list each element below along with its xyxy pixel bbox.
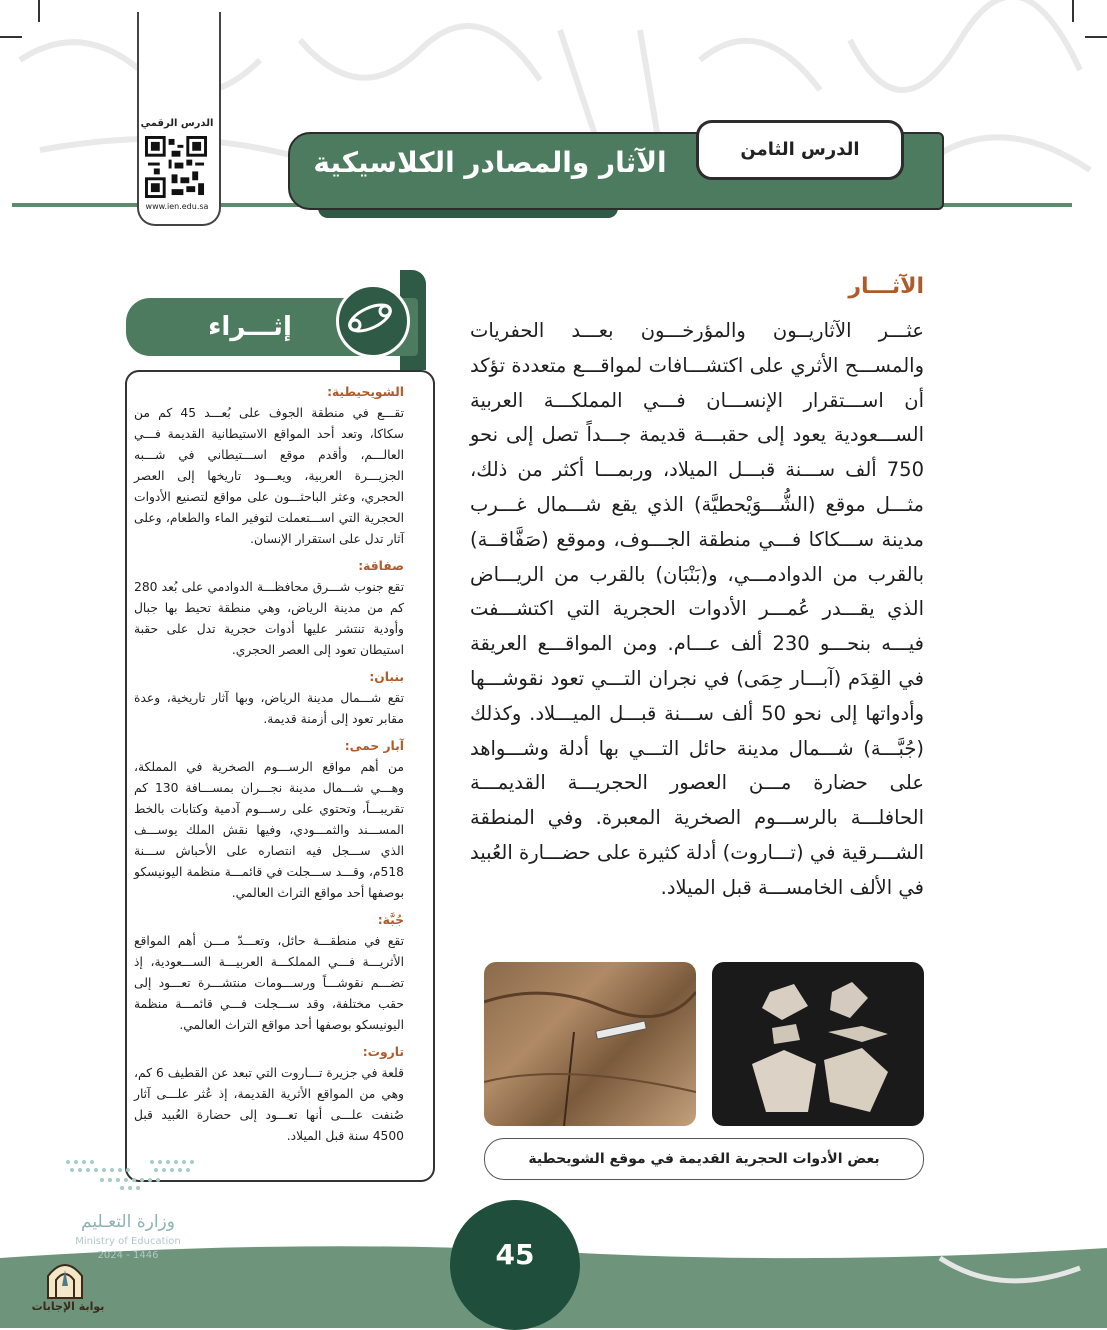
- rock-photo-detail: [484, 962, 696, 1126]
- page-number: 45: [450, 1200, 580, 1330]
- crop-mark: [38, 0, 40, 22]
- lesson-label: الدرس الثامن: [696, 120, 904, 180]
- entry-heading: بنبان:: [369, 670, 404, 684]
- qr-code-icon[interactable]: [145, 136, 207, 198]
- crop-mark: [1085, 36, 1107, 38]
- crop-mark: [0, 36, 22, 38]
- edition-year: 2024 - 1446: [97, 1250, 159, 1261]
- enrichment-entry: [134, 1042, 404, 1147]
- stone-tools-photo: [712, 962, 924, 1126]
- enrichment-body: [134, 382, 404, 1153]
- enrichment-title: إثـــراء: [208, 312, 292, 342]
- qr-url: www.ien.edu.sa: [145, 202, 209, 211]
- entry-text: من أهم مواقع الرســـوم الصخرية في المملكة، وهـــي شـــمال مدينة نجـــران بمســـافة 130 كم تقريبـــاً، وتحتوي على رســـوم آدمية وكتابات بالخط المســـند والثمـــودي، وفيها نقش الملك يوســـف الذي ســـجل فيه انتصاره على الأحباش ســـنة 518م، وقـــد ســـجلت في قائمـــة منظمة اليونيسكو بوصفها أحد مواقع التراث العالمي.: [134, 760, 404, 900]
- entry-heading: صفاقة:: [358, 559, 404, 573]
- stone-tools-detail: [712, 962, 924, 1126]
- ministry-name: وزارة التعـليم: [81, 1212, 175, 1232]
- entry-text: تقع جنوب شـــرق محافظـــة الدوادمي على بُعد 280 كم من مدينة الرياض، وهي منطقة تحيط بها جبال وأودية تنتشر عليها أدوات حجرية تدل على حقبة استيطان تعود إلى العصر الحجري.: [134, 580, 404, 657]
- ministry-dots-logo: [62, 1156, 196, 1194]
- enrichment-entry: [134, 556, 404, 661]
- crop-mark: [1072, 0, 1074, 22]
- entry-heading: الشويحيطية:: [327, 385, 404, 399]
- portal-logo-icon: [44, 1256, 86, 1300]
- entry-heading: جُبَّة:: [377, 913, 404, 927]
- section-body: عثـــر الآثاريــون والمؤرخـــون بعـــد الحفريات والمســـح الأثري على اكتشـــافات لمواقـــع متعددة تؤكد أن اســـتقرار الإنســـان فـــي المملكـــة العربية الســـعودية يعود إلى حقبـــة قديمة جـــداً تصل إلى نحو 750 ألف ســـنة قبـــل الميلاد، وربمـــا أكثر من ذلك، مثـــل موقع (الشُّـــوَيْحطيَّة) الذي يقع شـــمال غـــرب مدينة ســـكاكا فـــي منطقة الجـــوف، وموقع (صَفَّاقــة) بالقرب من الدوادمـــي، و(بَنْبَان) بالقرب من الريـــاض الذي يقـــدر عُمـــر الأدوات الحجرية التي اكتشـــفت فيـــه بنحـــو 230 ألف عـــام. ومن المواقـــع العريقة في القِدَم (آبـــار حِمَى) في نجران التـــي تعود نقوشـــها وأدواتها إلى نحو 50 ألف ســـنة قبـــل الميـــلاد. وكذلك (جُبَّـــة) شـــمال مدينة حائل التـــي بها أدلة وشـــواهد على حضارة مـــن العصور الحجريـــة القديمـــة الحافلـــة بالرســـوم الصخرية المعبرة. وفي المنطقة الشـــرقية في (تـــاروت) أدلة كثيرة على حضـــارة العُبيد في الألف الخامســـة قبل الميلاد.: [470, 319, 925, 899]
- section-title: الآثـــار: [848, 274, 924, 299]
- entry-text: تقـــع في منطقة الجوف على بُعـــد 45 كم من سكاكا، وتعد أحد المواقع الاستيطانية القديمة فـــي العالـــم، وأقدم موقع اســـتيطاني في شـــبه الجزيـــرة العربية، ويعـــود تاريخها إلى العصر الحجري، وعثر الباحثـــون على مواقع لتصنيع الأدوات الحجرية التي اســـتعملت لتوفير الماء والطعام، وعلى آثار تدل على استقرار الإنسان.: [134, 406, 404, 546]
- entry-heading: آبار حمى:: [344, 739, 404, 753]
- enrichment-entry: [134, 910, 404, 1036]
- entry-text: قلعة في جزيرة تـــاروت التي تبعد عن القطيف 6 كم، وهي من المواقع الأثرية القديمة، إذ عُثر علـــى آثار صُنفت علـــى أنها تعـــود إلى حضارة العُبيد قبل 4500 سنة قبل الميلاد.: [134, 1066, 405, 1143]
- qr-label: الدرس الرقمي: [140, 118, 214, 129]
- figure-caption: بعض الأدوات الحجرية القديمة في موقع الشويحطية: [484, 1138, 924, 1180]
- enrichment-entry: [134, 736, 404, 904]
- entry-heading: تاروت:: [362, 1045, 404, 1059]
- entry-text: تقع شـــمال مدينة الرياض، وبها آثار تاريخية، وعدة مقابر تعود إلى أزمنة قديمة.: [134, 691, 404, 726]
- scroll-icon: [336, 284, 410, 358]
- ministry-name-en: Ministry of Education: [75, 1236, 181, 1247]
- portal-watermark: بوابة الإجابات: [31, 1300, 105, 1313]
- lesson-title: الآثار والمصادر الكلاسيكية: [313, 146, 667, 179]
- enrichment-entry: [134, 382, 404, 550]
- rock-photo: [484, 962, 696, 1126]
- entry-text: تقع في منطقـــة حائل، وتعـــدّ مـــن أهم المواقع الأثريـــة فـــي المملكـــة العربيـــة الســـعودية، إذ تضـــم نقوشـــاً ورســـومات منتشـــرة تعـــود إلى حقب مختلفة، وقد ســـجلت فـــي قائمـــة منظمة اليونيسكو بوصفها أحد مواقع التراث العالمي.: [134, 934, 404, 1032]
- scroll-icon-glyph: [339, 287, 401, 349]
- enrichment-entry: [134, 667, 404, 730]
